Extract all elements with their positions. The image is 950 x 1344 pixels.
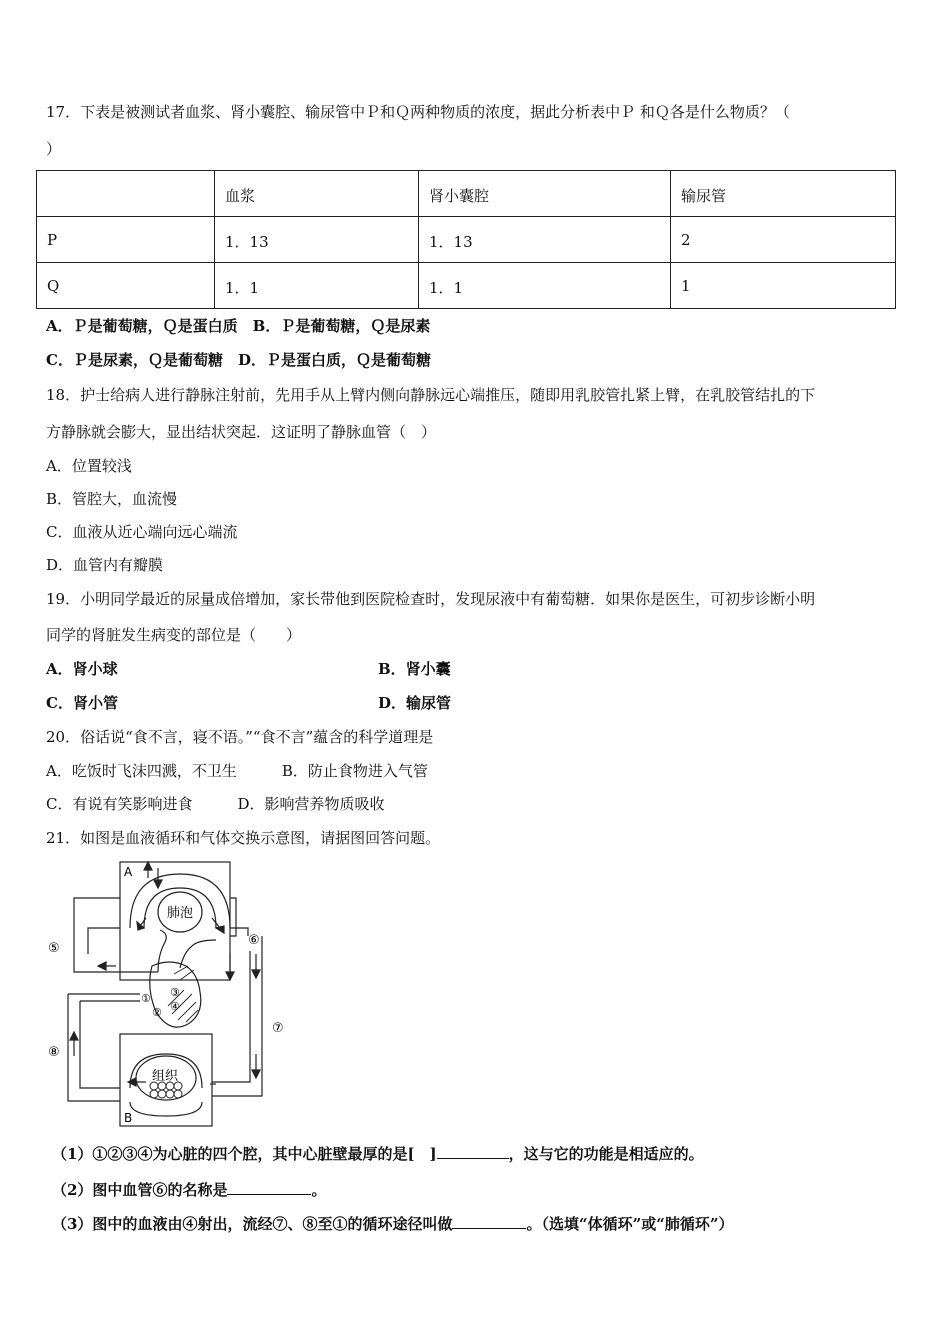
q21-sub2-text-a: （2）图中血管⑥的名称是 xyxy=(52,1181,228,1199)
circulation-diagram xyxy=(40,856,300,1131)
vessel-7-label: ⑦ xyxy=(272,1021,284,1036)
table-cell: 1．13 xyxy=(419,217,671,263)
q19-option-c: C．肾小管 xyxy=(46,694,118,712)
q19-option-a: A．肾小球 xyxy=(46,660,118,678)
table-cell: 肾小囊腔 xyxy=(419,171,671,217)
q21-sub3-text-b: 。（选填“体循环”或“肺循环”） xyxy=(526,1215,734,1233)
q17-stem-line2: ） xyxy=(46,140,62,158)
alveoli-label: 肺泡 xyxy=(167,906,194,921)
tissue-label: 组织 xyxy=(152,1069,179,1084)
vessel-5-label: ⑤ xyxy=(48,941,60,956)
q21-sub2-text-b: 。 xyxy=(311,1181,327,1199)
table-cell xyxy=(37,171,215,217)
heart-chamber-3: ③ xyxy=(170,986,180,999)
table-cell: 1．1 xyxy=(419,263,671,309)
answer-blank-1[interactable] xyxy=(437,1144,509,1159)
q18-option-c: C．血液从近心端向远心端流 xyxy=(46,523,238,541)
q21-stem: 21．如图是血液循环和气体交换示意图，请据图回答问题。 xyxy=(46,829,441,847)
table-cell: Q xyxy=(37,263,215,309)
q17-stem-line1: 17．下表是被测试者血浆、肾小囊腔、输尿管中Ｐ和Ｑ两种物质的浓度，据此分析表中Ｐ 和Ｑ各是什么物质？（ xyxy=(46,103,790,121)
table-cell: 1 xyxy=(671,263,896,309)
q19-option-b: B．肾小囊 xyxy=(378,660,451,678)
q18-option-b: B．管腔大，血流慢 xyxy=(46,490,178,508)
q17-options-line1: A．Ｐ是葡萄糖，Ｑ是蛋白质 B．Ｐ是葡萄糖，Ｑ是尿素 xyxy=(46,317,431,335)
table-cell: 血浆 xyxy=(215,171,419,217)
q19-stem-line2: 同学的肾脏发生病变的部位是（ ） xyxy=(46,626,302,644)
q20-stem: 20．俗话说“食不言，寝不语。”“食不言”蕴含的科学道理是 xyxy=(46,728,434,746)
q19-stem-line1: 19．小明同学最近的尿量成倍增加，家长带他到医院检查时，发现尿液中有葡萄糖．如果你是医生，可初步诊断小明 xyxy=(46,590,816,608)
table-row xyxy=(37,217,896,263)
q21-sub3-text-a: （3）图中的血液由④射出，流经⑦、⑧至①的循环途径叫做 xyxy=(52,1215,453,1233)
vessel-8-label: ⑧ xyxy=(48,1045,60,1060)
answer-blank-2[interactable] xyxy=(227,1180,311,1195)
q18-stem-line1: 18．护士给病人进行静脉注射前，先用手从上臂内侧向静脉远心端推压，随即用乳胶管扎紧上臂，在乳胶管结扎的下 xyxy=(46,386,816,404)
table-cell: P xyxy=(37,217,215,263)
vessel-6-label: ⑥ xyxy=(248,933,260,948)
q21-sub1-text-b: ，这与它的功能是相适应的。 xyxy=(508,1145,704,1163)
q19-option-d: D．输尿管 xyxy=(378,694,452,712)
heart-chamber-2: ② xyxy=(152,1006,162,1019)
q20-options-line2: C．有说有笑影响进食 D．影响营养物质吸收 xyxy=(46,795,385,813)
table-cell: 2 xyxy=(671,217,896,263)
table-cell: 1．1 xyxy=(215,263,419,309)
concentration-table xyxy=(36,170,896,309)
q21-sub1 xyxy=(52,1144,704,1164)
figure-label-b: B xyxy=(124,1111,133,1125)
table-cell: 1．13 xyxy=(215,217,419,263)
q20-options-line1: A．吃饭时飞沫四溅，不卫生 B．防止食物进入气管 xyxy=(46,762,428,780)
answer-blank-3[interactable] xyxy=(452,1214,526,1229)
q18-option-a: A．位置较浅 xyxy=(46,457,132,475)
q21-sub3 xyxy=(52,1214,733,1234)
table-cell: 输尿管 xyxy=(671,171,896,217)
table-header-row xyxy=(37,171,896,217)
figure-label-a: A xyxy=(124,865,133,879)
table-row xyxy=(37,263,896,309)
q21-sub1-text-a: （1）①②③④为心脏的四个腔，其中心脏壁最厚的是[ ] xyxy=(52,1145,437,1163)
heart-chamber-4: ④ xyxy=(170,1000,180,1013)
q18-option-d: D．血管内有瓣膜 xyxy=(46,556,164,574)
heart-chamber-1: ① xyxy=(141,992,151,1005)
q21-sub2 xyxy=(52,1180,326,1200)
q17-options-line2: C．Ｐ是尿素，Ｑ是葡萄糖 D．Ｐ是蛋白质，Ｑ是葡萄糖 xyxy=(46,351,431,369)
q18-stem-line2: 方静脉就会膨大，显出结状突起．这证明了静脉血管（ ） xyxy=(46,423,437,441)
